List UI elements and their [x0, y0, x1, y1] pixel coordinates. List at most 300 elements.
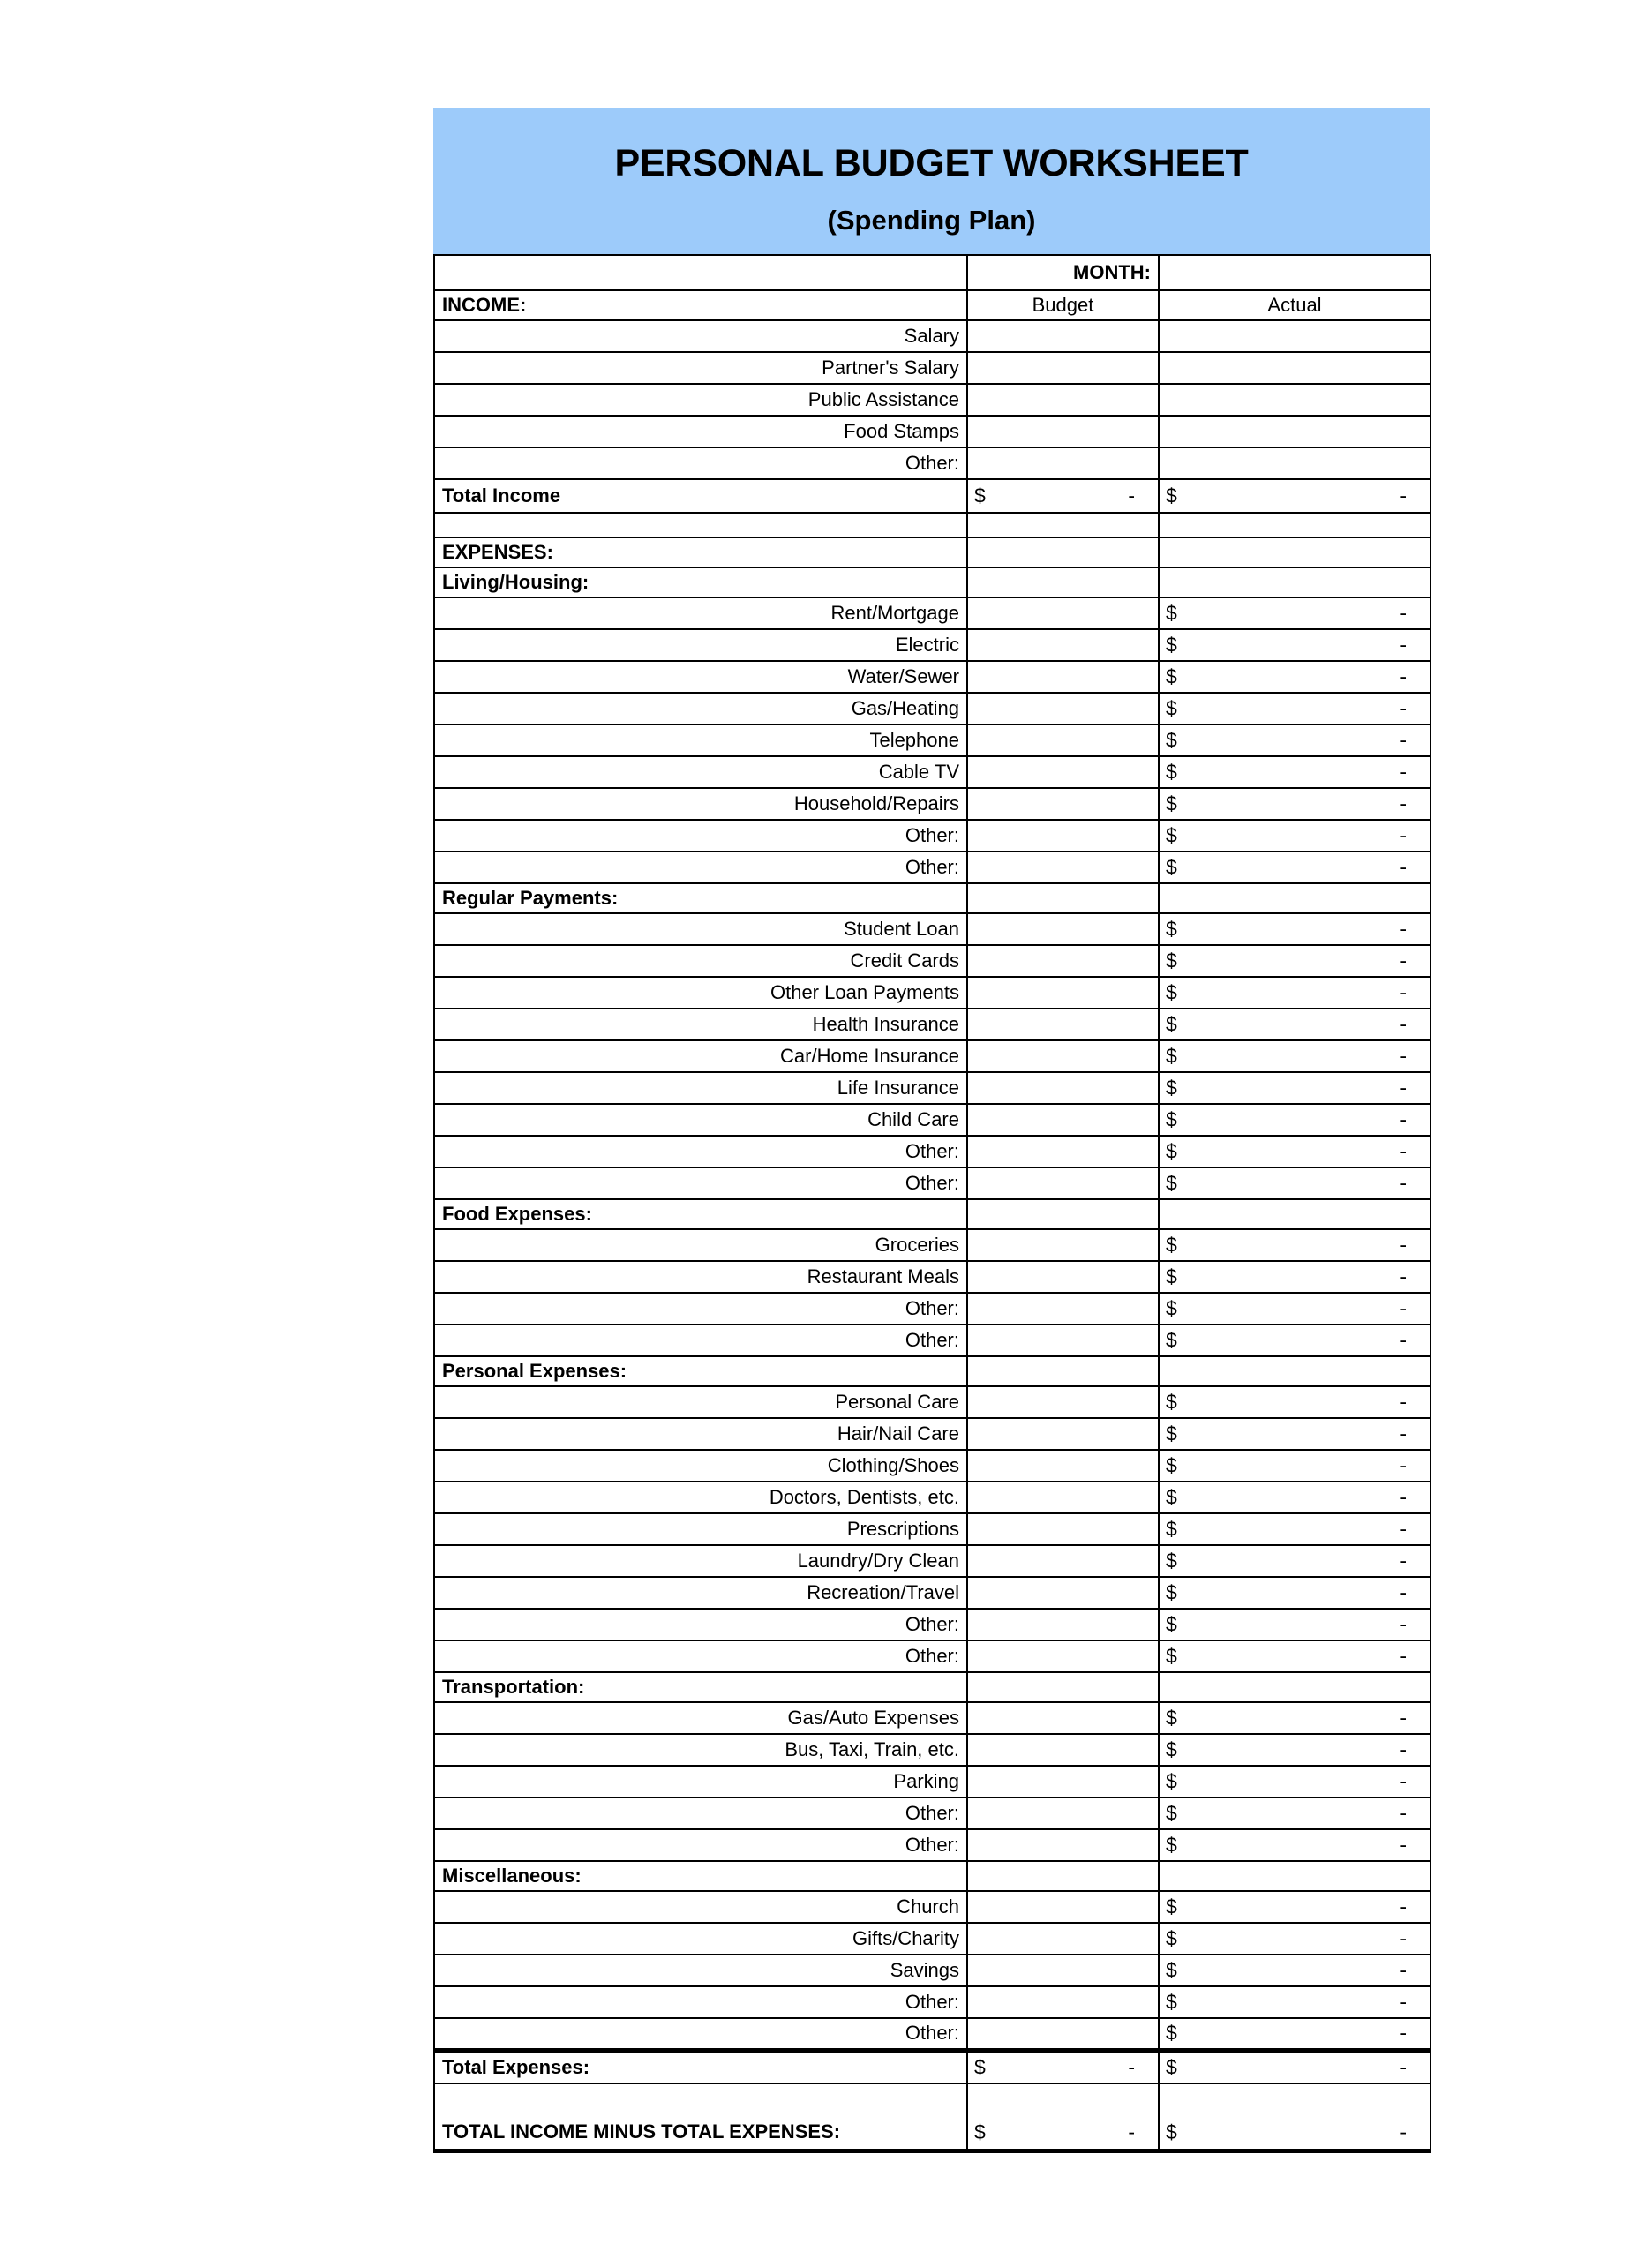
- row-label: Other:: [434, 820, 967, 852]
- page-title: PERSONAL BUDGET WORKSHEET: [614, 142, 1249, 184]
- row-label: Other:: [434, 1986, 967, 2018]
- row-label: Clothing/Shoes: [434, 1450, 967, 1482]
- amount-value: -: [1400, 484, 1407, 507]
- budget-input[interactable]: [967, 1545, 1159, 1577]
- total-expenses-label: Total Expenses:: [434, 2050, 967, 2083]
- table-row: [434, 1450, 1430, 1482]
- table-row: [434, 352, 1430, 384]
- table-row: [434, 913, 1430, 945]
- separator-cell: [1159, 1356, 1430, 1386]
- currency-symbol: $: [974, 484, 986, 507]
- table-row: [434, 1040, 1430, 1072]
- currency-symbol: $: [1166, 1453, 1177, 1477]
- table-row: [434, 1229, 1430, 1261]
- actual-amount: [1159, 913, 1430, 945]
- amount-value: -: [1400, 1517, 1407, 1541]
- income-header-row: [434, 290, 1430, 320]
- currency-symbol: $: [1166, 696, 1177, 720]
- section-header-row: [434, 1356, 1430, 1386]
- budget-input[interactable]: [967, 1640, 1159, 1672]
- amount-value: -: [1400, 1958, 1407, 1982]
- amount-value: -: [1400, 1706, 1407, 1730]
- actual-amount: [1159, 1702, 1430, 1734]
- currency-symbol: $: [1166, 760, 1177, 784]
- currency-symbol: $: [1166, 1517, 1177, 1541]
- budget-table: [433, 254, 1431, 2153]
- row-label: Other Loan Payments: [434, 977, 967, 1009]
- row-label: Rent/Mortgage: [434, 597, 967, 629]
- actual-amount: [1159, 2018, 1430, 2050]
- section-header-row: [434, 1672, 1430, 1702]
- actual-amount: [1159, 1923, 1430, 1955]
- budget-input[interactable]: [967, 1923, 1159, 1955]
- budget-input[interactable]: [967, 1009, 1159, 1040]
- row-label: Child Care: [434, 1104, 967, 1136]
- table-row: [434, 1104, 1430, 1136]
- currency-symbol: $: [1166, 1958, 1177, 1982]
- currency-symbol: $: [1166, 1044, 1177, 1068]
- table-row: [434, 1167, 1430, 1199]
- budget-input[interactable]: [967, 1104, 1159, 1136]
- table-row: [434, 1955, 1430, 1986]
- budget-input[interactable]: [967, 820, 1159, 852]
- table-row: [434, 724, 1430, 756]
- actual-input[interactable]: [1159, 447, 1430, 479]
- row-label: Other:: [434, 1640, 967, 1672]
- month-input[interactable]: [1159, 255, 1430, 290]
- currency-symbol: $: [1166, 1328, 1177, 1352]
- month-row: [434, 255, 1430, 290]
- total-income-row: [434, 479, 1430, 513]
- actual-amount: [1159, 597, 1430, 629]
- total-income-label: Total Income: [434, 479, 967, 513]
- actual-amount: [1159, 1891, 1430, 1923]
- currency-symbol: $: [1166, 1296, 1177, 1320]
- amount-value: -: [1400, 664, 1407, 688]
- currency-symbol: $: [1166, 792, 1177, 815]
- budget-input[interactable]: [967, 320, 1159, 352]
- row-label: Gas/Heating: [434, 693, 967, 724]
- currency-symbol: $: [1166, 1644, 1177, 1668]
- budget-input[interactable]: [967, 693, 1159, 724]
- budget-input[interactable]: [967, 352, 1159, 384]
- row-label: Food Stamps: [434, 416, 967, 447]
- budget-input[interactable]: [967, 1229, 1159, 1261]
- row-label: Other:: [434, 1325, 967, 1356]
- actual-amount: [1159, 629, 1430, 661]
- table-row: [434, 1986, 1430, 2018]
- budget-input[interactable]: [967, 1418, 1159, 1450]
- currency-symbol: $: [1166, 664, 1177, 688]
- amount-value: -: [1400, 1926, 1407, 1950]
- net-total-actual: [1159, 2083, 1430, 2150]
- row-label: Water/Sewer: [434, 661, 967, 693]
- table-row: [434, 1577, 1430, 1609]
- row-label: Parking: [434, 1766, 967, 1797]
- budget-input[interactable]: [967, 1986, 1159, 2018]
- table-row: [434, 1609, 1430, 1640]
- amount-value: -: [1400, 1012, 1407, 1036]
- amount-value: -: [1400, 1485, 1407, 1509]
- budget-input[interactable]: [967, 1482, 1159, 1513]
- currency-symbol: $: [1166, 1390, 1177, 1414]
- row-label: Public Assistance: [434, 384, 967, 416]
- section-title: Miscellaneous:: [434, 1861, 967, 1891]
- net-total-row: [434, 2083, 1430, 2150]
- budget-input[interactable]: [967, 597, 1159, 629]
- actual-amount: [1159, 1040, 1430, 1072]
- table-row: [434, 1797, 1430, 1829]
- row-label: Electric: [434, 629, 967, 661]
- budget-input[interactable]: [967, 1891, 1159, 1923]
- separator-cell: [967, 537, 1159, 567]
- table-row: [434, 1072, 1430, 1104]
- actual-amount: [1159, 1072, 1430, 1104]
- row-label: Personal Care: [434, 1386, 967, 1418]
- amount-value: -: [1400, 1044, 1407, 1068]
- currency-symbol: $: [1166, 484, 1177, 507]
- table-row: [434, 320, 1430, 352]
- table-row: [434, 820, 1430, 852]
- budget-input[interactable]: [967, 756, 1159, 788]
- row-label: Car/Home Insurance: [434, 1040, 967, 1072]
- actual-amount: [1159, 820, 1430, 852]
- table-row: [434, 661, 1430, 693]
- row-label: Other:: [434, 1293, 967, 1325]
- amount-value: -: [1400, 633, 1407, 657]
- row-label: Prescriptions: [434, 1513, 967, 1545]
- page-subtitle: (Spending Plan): [827, 205, 1036, 236]
- actual-amount: [1159, 1167, 1430, 1199]
- row-label: Savings: [434, 1955, 967, 1986]
- row-label: Bus, Taxi, Train, etc.: [434, 1734, 967, 1766]
- table-row: [434, 1136, 1430, 1167]
- actual-amount: [1159, 1450, 1430, 1482]
- row-label: Other:: [434, 1797, 967, 1829]
- amount-value: -: [1400, 1453, 1407, 1477]
- amount-value: -: [1400, 917, 1407, 941]
- table-row: [434, 1386, 1430, 1418]
- table-row: [434, 447, 1430, 479]
- row-label: Church: [434, 1891, 967, 1923]
- total-expenses-actual: [1159, 2050, 1430, 2083]
- amount-value: -: [1128, 2120, 1135, 2143]
- currency-symbol: $: [974, 2055, 986, 2079]
- currency-symbol: $: [1166, 1422, 1177, 1445]
- budget-input[interactable]: [967, 1136, 1159, 1167]
- row-label: Gifts/Charity: [434, 1923, 967, 1955]
- budget-input[interactable]: [967, 1450, 1159, 1482]
- table-row: [434, 1325, 1430, 1356]
- table-row: [434, 1009, 1430, 1040]
- net-total-budget: [967, 2083, 1159, 2150]
- separator-cell: [967, 1672, 1159, 1702]
- table-row: [434, 852, 1430, 883]
- amount-value: -: [1400, 1612, 1407, 1636]
- row-label: Restaurant Meals: [434, 1261, 967, 1293]
- separator-cell: [1159, 513, 1430, 537]
- budget-input[interactable]: [967, 977, 1159, 1009]
- row-label: Other:: [434, 852, 967, 883]
- amount-value: -: [1400, 1171, 1407, 1195]
- actual-amount: [1159, 945, 1430, 977]
- amount-value: -: [1400, 1390, 1407, 1414]
- separator-cell: [1159, 1199, 1430, 1229]
- total-income-budget: [967, 479, 1159, 513]
- currency-symbol: $: [1166, 1769, 1177, 1793]
- row-label: Groceries: [434, 1229, 967, 1261]
- table-row: [434, 1482, 1430, 1513]
- row-label: Doctors, Dentists, etc.: [434, 1482, 967, 1513]
- actual-amount: [1159, 1545, 1430, 1577]
- budget-input[interactable]: [967, 1955, 1159, 1986]
- actual-amount: [1159, 1418, 1430, 1450]
- budget-input[interactable]: [967, 416, 1159, 447]
- section-header-row: [434, 1861, 1430, 1891]
- actual-amount: [1159, 661, 1430, 693]
- month-label: MONTH:: [967, 255, 1159, 290]
- budget-input[interactable]: [967, 1702, 1159, 1734]
- budget-input[interactable]: [967, 724, 1159, 756]
- actual-amount: [1159, 1325, 1430, 1356]
- currency-symbol: $: [1166, 2120, 1177, 2143]
- row-label: Credit Cards: [434, 945, 967, 977]
- section-title: Living/Housing:: [434, 567, 967, 597]
- currency-symbol: $: [1166, 917, 1177, 941]
- budget-input[interactable]: [967, 629, 1159, 661]
- actual-amount: [1159, 1009, 1430, 1040]
- actual-amount: [1159, 1986, 1430, 2018]
- table-row: [434, 1702, 1430, 1734]
- table-row: [434, 693, 1430, 724]
- row-label: Student Loan: [434, 913, 967, 945]
- amount-value: -: [1400, 1737, 1407, 1761]
- amount-value: -: [1128, 484, 1135, 507]
- amount-value: -: [1400, 760, 1407, 784]
- column-header-actual: Actual: [1159, 290, 1430, 320]
- budget-input[interactable]: [967, 447, 1159, 479]
- currency-symbol: $: [1166, 1107, 1177, 1131]
- expenses-heading: EXPENSES:: [434, 537, 967, 567]
- budget-input[interactable]: [967, 1072, 1159, 1104]
- row-label: Other:: [434, 1136, 967, 1167]
- actual-amount: [1159, 1229, 1430, 1261]
- amount-value: -: [1400, 1549, 1407, 1572]
- amount-value: -: [1400, 601, 1407, 625]
- currency-symbol: $: [1166, 949, 1177, 972]
- actual-amount: [1159, 1797, 1430, 1829]
- section-header-row: [434, 883, 1430, 913]
- title-banner: [433, 108, 1430, 254]
- budget-input[interactable]: [967, 1167, 1159, 1199]
- amount-value: -: [1400, 1580, 1407, 1604]
- table-row: [434, 1545, 1430, 1577]
- table-row: [434, 788, 1430, 820]
- budget-input[interactable]: [967, 1577, 1159, 1609]
- currency-symbol: $: [1166, 1265, 1177, 1288]
- section-title: Regular Payments:: [434, 883, 967, 913]
- section-title: Transportation:: [434, 1672, 967, 1702]
- currency-symbol: $: [974, 2120, 986, 2143]
- budget-input[interactable]: [967, 1325, 1159, 1356]
- month-spacer-cell: [434, 255, 967, 290]
- amount-value: -: [1400, 949, 1407, 972]
- section-header-row: [434, 567, 1430, 597]
- budget-input[interactable]: [967, 661, 1159, 693]
- budget-input[interactable]: [967, 384, 1159, 416]
- amount-value: -: [1400, 1139, 1407, 1163]
- amount-value: -: [1400, 980, 1407, 1004]
- currency-symbol: $: [1166, 1171, 1177, 1195]
- budget-input[interactable]: [967, 945, 1159, 977]
- currency-symbol: $: [1166, 2055, 1177, 2079]
- table-row: [434, 416, 1430, 447]
- budget-input[interactable]: [967, 1829, 1159, 1861]
- row-label: Cable TV: [434, 756, 967, 788]
- currency-symbol: $: [1166, 1012, 1177, 1036]
- actual-amount: [1159, 1955, 1430, 1986]
- row-label: Life Insurance: [434, 1072, 967, 1104]
- row-label: Telephone: [434, 724, 967, 756]
- section-separator: [434, 513, 1430, 537]
- amount-value: -: [1400, 1801, 1407, 1825]
- budget-input[interactable]: [967, 1734, 1159, 1766]
- total-expenses-row: [434, 2050, 1430, 2083]
- actual-amount: [1159, 1766, 1430, 1797]
- actual-input[interactable]: [1159, 352, 1430, 384]
- budget-input[interactable]: [967, 1040, 1159, 1072]
- row-label: Laundry/Dry Clean: [434, 1545, 967, 1577]
- separator-cell: [967, 567, 1159, 597]
- actual-amount: [1159, 1136, 1430, 1167]
- row-label: Health Insurance: [434, 1009, 967, 1040]
- actual-amount: [1159, 1293, 1430, 1325]
- actual-amount: [1159, 693, 1430, 724]
- amount-value: -: [1400, 1233, 1407, 1257]
- actual-input[interactable]: [1159, 320, 1430, 352]
- actual-amount: [1159, 1829, 1430, 1861]
- separator-cell: [967, 1356, 1159, 1386]
- budget-input[interactable]: [967, 1513, 1159, 1545]
- amount-value: -: [1400, 1644, 1407, 1668]
- budget-input[interactable]: [967, 1261, 1159, 1293]
- amount-value: -: [1400, 1265, 1407, 1288]
- currency-symbol: $: [1166, 1895, 1177, 1918]
- actual-amount: [1159, 1640, 1430, 1672]
- currency-symbol: $: [1166, 1549, 1177, 1572]
- row-label: Recreation/Travel: [434, 1577, 967, 1609]
- total-income-actual: [1159, 479, 1430, 513]
- amount-value: -: [1400, 1107, 1407, 1131]
- table-row: [434, 945, 1430, 977]
- amount-value: -: [1128, 2055, 1135, 2079]
- budget-input[interactable]: [967, 1386, 1159, 1418]
- currency-symbol: $: [1166, 1076, 1177, 1099]
- actual-amount: [1159, 1261, 1430, 1293]
- currency-symbol: $: [1166, 728, 1177, 752]
- amount-value: -: [1400, 855, 1407, 879]
- separator-cell: [1159, 883, 1430, 913]
- currency-symbol: $: [1166, 633, 1177, 657]
- row-label: Other:: [434, 1609, 967, 1640]
- budget-input[interactable]: [967, 1293, 1159, 1325]
- table-row: [434, 1829, 1430, 1861]
- currency-symbol: $: [1166, 1833, 1177, 1857]
- currency-symbol: $: [1166, 1233, 1177, 1257]
- column-header-budget: Budget: [967, 290, 1159, 320]
- currency-symbol: $: [1166, 1139, 1177, 1163]
- amount-value: -: [1400, 1296, 1407, 1320]
- currency-symbol: $: [1166, 1485, 1177, 1509]
- budget-input[interactable]: [967, 1797, 1159, 1829]
- separator-cell: [1159, 1672, 1430, 1702]
- separator-cell: [1159, 1861, 1430, 1891]
- actual-amount: [1159, 1609, 1430, 1640]
- income-heading: INCOME:: [434, 290, 967, 320]
- row-label: Other:: [434, 2018, 967, 2050]
- budget-input[interactable]: [967, 2018, 1159, 2050]
- row-label: Other:: [434, 447, 967, 479]
- actual-input[interactable]: [1159, 416, 1430, 447]
- amount-value: -: [1400, 1833, 1407, 1857]
- currency-symbol: $: [1166, 1737, 1177, 1761]
- actual-input[interactable]: [1159, 384, 1430, 416]
- budget-input[interactable]: [967, 1766, 1159, 1797]
- separator-cell: [434, 513, 967, 537]
- actual-amount: [1159, 724, 1430, 756]
- table-row: [434, 1513, 1430, 1545]
- separator-cell: [1159, 537, 1430, 567]
- amount-value: -: [1400, 2021, 1407, 2045]
- separator-cell: [967, 513, 1159, 537]
- currency-symbol: $: [1166, 980, 1177, 1004]
- section-title: Food Expenses:: [434, 1199, 967, 1229]
- currency-symbol: $: [1166, 1926, 1177, 1950]
- table-row: [434, 1891, 1430, 1923]
- row-label: Hair/Nail Care: [434, 1418, 967, 1450]
- section-header-row: [434, 1199, 1430, 1229]
- budget-input[interactable]: [967, 788, 1159, 820]
- amount-value: -: [1400, 1076, 1407, 1099]
- separator-cell: [967, 1199, 1159, 1229]
- table-row: [434, 597, 1430, 629]
- budget-input[interactable]: [967, 1609, 1159, 1640]
- table-row: [434, 1261, 1430, 1293]
- amount-value: -: [1400, 1422, 1407, 1445]
- table-row: [434, 1640, 1430, 1672]
- row-label: Household/Repairs: [434, 788, 967, 820]
- row-label: Gas/Auto Expenses: [434, 1702, 967, 1734]
- amount-value: -: [1400, 792, 1407, 815]
- currency-symbol: $: [1166, 2021, 1177, 2045]
- budget-input[interactable]: [967, 852, 1159, 883]
- amount-value: -: [1400, 823, 1407, 847]
- currency-symbol: $: [1166, 1706, 1177, 1730]
- actual-amount: [1159, 756, 1430, 788]
- actual-amount: [1159, 852, 1430, 883]
- row-label: Salary: [434, 320, 967, 352]
- currency-symbol: $: [1166, 601, 1177, 625]
- table-row: [434, 1923, 1430, 1955]
- separator-cell: [967, 1861, 1159, 1891]
- budget-input[interactable]: [967, 913, 1159, 945]
- currency-symbol: $: [1166, 855, 1177, 879]
- table-row: [434, 1293, 1430, 1325]
- currency-symbol: $: [1166, 1990, 1177, 2014]
- actual-amount: [1159, 788, 1430, 820]
- currency-symbol: $: [1166, 823, 1177, 847]
- table-row: [434, 977, 1430, 1009]
